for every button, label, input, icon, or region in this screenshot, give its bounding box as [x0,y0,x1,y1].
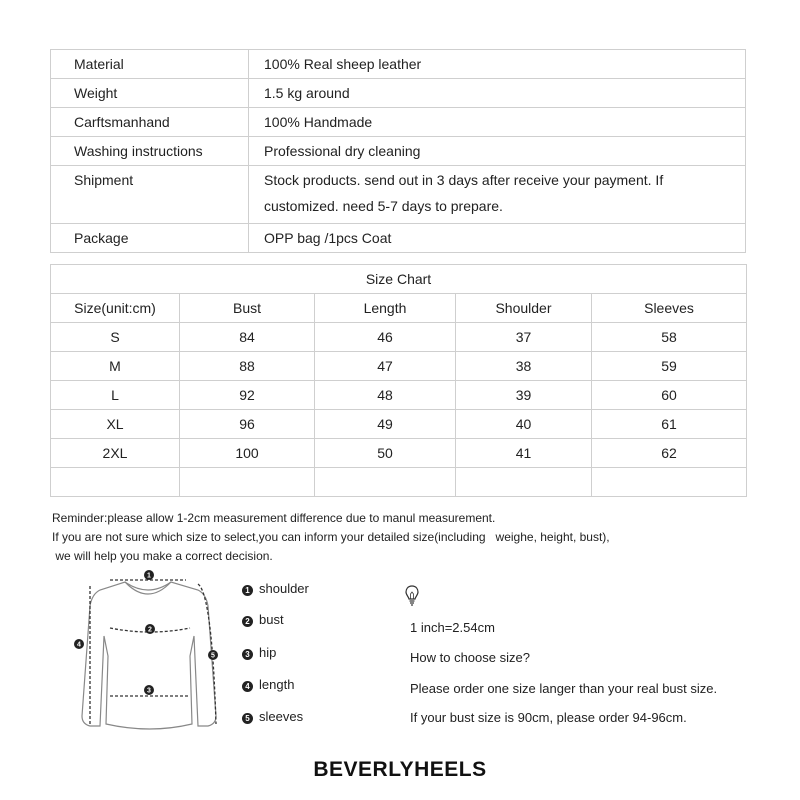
table-cell: 38 [456,352,592,381]
spec-row-shipment [51,166,746,224]
svg-text:5: 5 [211,652,215,660]
table-cell: 46 [315,323,456,352]
table-cell: 49 [315,410,456,439]
spec-value-line: Stock products. send out in 3 days after receive your payment. If [264,172,664,188]
number-badge: 2 [242,616,253,627]
table-cell: 61 [592,410,747,439]
column-header: Sleeves [592,294,747,323]
table-row [51,323,747,352]
table-cell: 92 [180,381,315,410]
table-row [51,439,747,468]
table-cell: 88 [180,352,315,381]
spec-row-package [51,224,746,253]
spec-value: Professional dry cleaning [249,137,746,166]
table-cell: 62 [592,439,747,468]
spec-value: OPP bag /1pcs Coat [249,224,746,253]
spec-row-material [51,50,746,79]
table-cell: 60 [592,381,747,410]
table-cell: 58 [592,323,747,352]
size-advice: Please order one size langer than your real bust size. [410,681,718,696]
spec-value-line: customized. need 5-7 days to prepare. [264,198,503,214]
table-cell: 48 [315,381,456,410]
spec-value [249,166,746,224]
legend-item-sleeves [242,709,303,724]
how-to-choose: How to choose size? [410,650,530,665]
size-chart-caption-row [51,265,747,294]
table-cell: M [51,352,180,381]
table-cell: 47 [315,352,456,381]
spec-table [50,49,746,253]
legend-label: hip [259,645,277,660]
size-chart-caption: Size Chart [51,265,747,294]
size-example: If your bust size is 90cm, please order 94-96cm. [410,710,687,725]
column-header: Shoulder [456,294,592,323]
table-cell: 2XL [51,439,180,468]
inch-conversion: 1 inch=2.54cm [410,620,495,635]
table-cell: 39 [456,381,592,410]
spec-value: 100% Real sheep leather [249,50,746,79]
table-row [51,352,747,381]
table-cell: 59 [592,352,747,381]
table-cell: L [51,381,180,410]
lightbulb-icon [404,584,420,608]
table-cell: 37 [456,323,592,352]
spec-label: Shipment [51,166,249,224]
table-cell [456,468,592,497]
number-badge: 4 [242,681,253,692]
legend-label: length [259,677,295,692]
spec-row-washing [51,137,746,166]
spec-label: Carftsmanhand [51,108,249,137]
reminder-line: Reminder:please allow 1-2cm measurement difference due to manul measurement. [52,511,496,525]
number-badge: 1 [242,585,253,596]
table-cell: 50 [315,439,456,468]
table-cell [51,468,180,497]
table-cell: S [51,323,180,352]
size-chart-table [50,264,747,497]
table-row-empty [51,468,747,497]
spec-row-weight [51,79,746,108]
legend-item-bust [242,612,284,627]
size-chart-header-row [51,294,747,323]
number-badge: 3 [242,649,253,660]
spec-label: Weight [51,79,249,108]
reminder-line: If you are not sure which size to select,you can inform your detailed size(including weighe, height, bust), [52,530,610,544]
number-badge: 5 [242,713,253,724]
table-row [51,381,747,410]
spec-label: Package [51,224,249,253]
svg-text:4: 4 [77,641,81,649]
table-cell: 41 [456,439,592,468]
garment-measurement-diagram [70,566,230,741]
legend-label: sleeves [259,709,304,724]
brand-logo-text: BEVERLYHEELS [313,758,487,781]
table-cell: 96 [180,410,315,439]
garment-outline [82,582,216,729]
svg-text:1: 1 [147,572,151,580]
table-cell [592,468,747,497]
spec-label: Washing instructions [51,137,249,166]
column-header: Bust [180,294,315,323]
legend-item-shoulder [242,581,309,596]
legend-label: shoulder [259,581,309,596]
reminder-line: we will help you make a correct decision. [52,549,273,563]
table-cell: 84 [180,323,315,352]
table-cell: 40 [456,410,592,439]
column-header: Size(unit:cm) [51,294,180,323]
table-cell: 100 [180,439,315,468]
reminder-text [52,509,610,566]
column-header: Length [315,294,456,323]
spec-value: 1.5 kg around [249,79,746,108]
legend-item-length [242,677,294,692]
table-row [51,410,747,439]
table-cell: XL [51,410,180,439]
spec-label: Material [51,50,249,79]
legend-label: bust [259,612,284,627]
svg-text:2: 2 [148,626,152,634]
table-cell [315,468,456,497]
svg-text:3: 3 [147,687,151,695]
table-cell [180,468,315,497]
spec-value: 100% Handmade [249,108,746,137]
legend-item-hip [242,645,276,660]
spec-row-craftsmanship [51,108,746,137]
